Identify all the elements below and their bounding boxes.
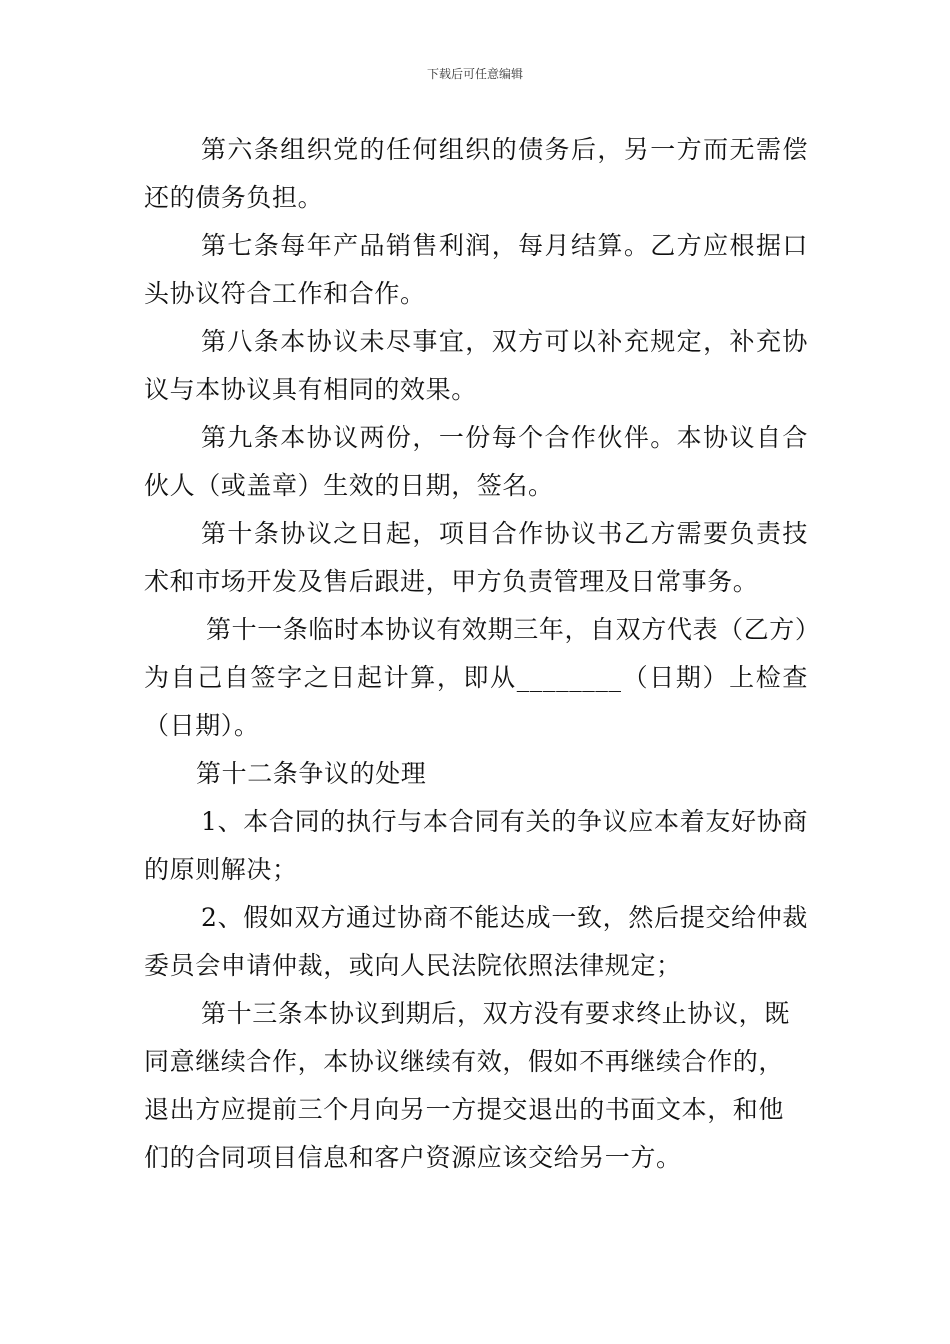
dispute-clause-1: 1、本合同的执行与本合同有关的争议应本着友好协商的原则解决； bbox=[144, 807, 808, 884]
article-9-paragraph: 第九条本协议两份，一份每个合作伙伴。本协议自合伙人（或盖章）生效的日期，签名。 bbox=[144, 423, 808, 500]
article-8-paragraph: 第八条本协议未尽事宜，双方可以补充规定，补充协议与本协议具有相同的效果。 bbox=[144, 327, 808, 404]
document-body bbox=[144, 126, 808, 1182]
article-11-paragraph: 第十一条临时本协议有效期三年，自双方代表（乙方）为自己自签字之日起计算，即从________（日期）上检查（日期）。 bbox=[144, 615, 808, 740]
page-header: 下载后可任意编辑 bbox=[426, 67, 523, 81]
article-12-heading: 第十二条争议的处理 bbox=[196, 759, 427, 788]
article-10-paragraph: 第十条协议之日起，项目合作协议书乙方需要负责技术和市场开发及售后跟进，甲方负责管理及日常事务。 bbox=[144, 519, 808, 596]
article-7-paragraph: 第七条每年产品销售利润，每月结算。乙方应根据口头协议符合工作和合作。 bbox=[144, 231, 808, 308]
article-6-paragraph: 第六条组织党的任何组织的债务后，另一方而无需偿还的债务负担。 bbox=[144, 135, 808, 212]
article-13-paragraph: 第十三条本协议到期后，双方没有要求终止协议，既同意继续合作，本协议继续有效，假如不再继续合作的，退出方应提前三个月向另一方提交退出的书面文本，和他们的合同项目信息和客户资源应该交给另一方。 bbox=[144, 999, 790, 1172]
dispute-clause-2: 2、假如双方通过协商不能达成一致，然后提交给仲裁委员会申请仲裁，或向人民法院依照法律规定； bbox=[144, 903, 808, 980]
